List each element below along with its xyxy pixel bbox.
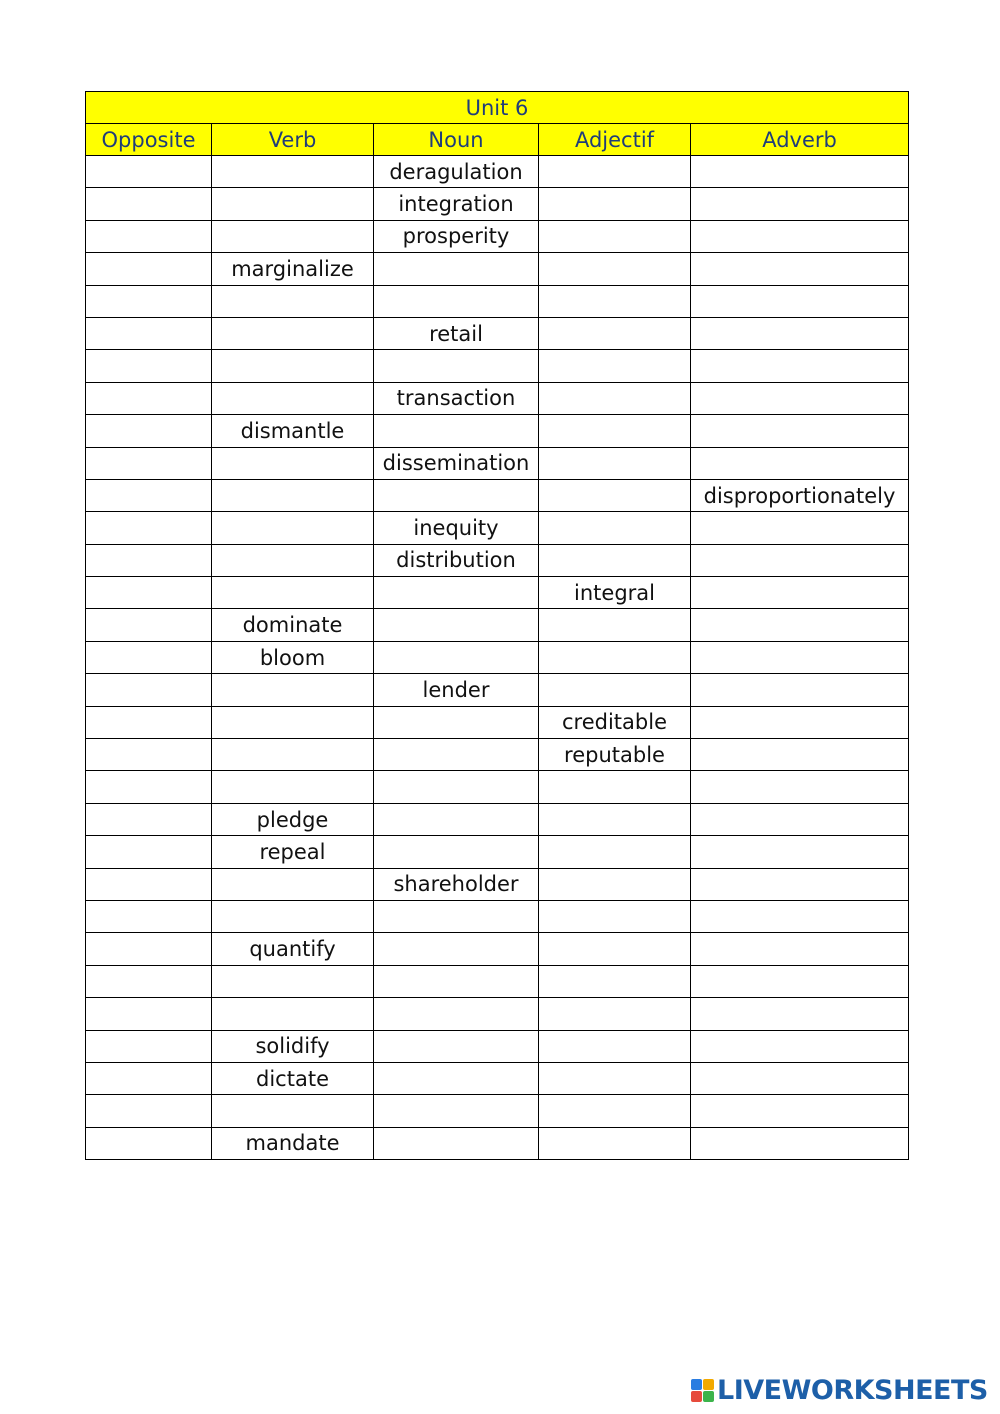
answer-cell-opposite[interactable]: [86, 382, 212, 414]
answer-cell-noun[interactable]: [374, 706, 539, 738]
answer-cell-adjectif[interactable]: [539, 350, 691, 382]
answer-cell-adjectif[interactable]: [539, 998, 691, 1030]
table-row: [86, 415, 909, 447]
given-word-noun: distribution: [374, 544, 539, 576]
given-word-verb: repeal: [212, 836, 374, 868]
table-row: [86, 609, 909, 641]
answer-cell-adverb[interactable]: [691, 803, 909, 835]
answer-cell-adverb[interactable]: [691, 900, 909, 932]
answer-cell-opposite[interactable]: [86, 674, 212, 706]
answer-cell-noun[interactable]: [374, 609, 539, 641]
answer-cell-adjectif[interactable]: [539, 512, 691, 544]
given-word-noun: lender: [374, 674, 539, 706]
answer-cell-opposite[interactable]: [86, 868, 212, 900]
answer-cell-verb[interactable]: [212, 706, 374, 738]
answer-cell-opposite[interactable]: [86, 544, 212, 576]
answer-cell-opposite[interactable]: [86, 156, 212, 188]
answer-cell-opposite[interactable]: [86, 739, 212, 771]
given-word-noun: inequity: [374, 512, 539, 544]
table-row: [86, 317, 909, 349]
answer-cell-verb[interactable]: [212, 156, 374, 188]
answer-cell-adjectif[interactable]: [539, 836, 691, 868]
answer-cell-noun[interactable]: [374, 900, 539, 932]
answer-cell-adverb[interactable]: [691, 577, 909, 609]
answer-cell-adverb[interactable]: [691, 706, 909, 738]
answer-cell-adjectif[interactable]: [539, 1095, 691, 1127]
table-row: [86, 220, 909, 252]
table-row: [86, 933, 909, 965]
answer-cell-adverb[interactable]: [691, 1030, 909, 1062]
answer-cell-noun[interactable]: [374, 479, 539, 511]
answer-cell-opposite[interactable]: [86, 415, 212, 447]
answer-cell-verb[interactable]: [212, 965, 374, 997]
given-word-verb: dismantle: [212, 415, 374, 447]
answer-cell-adverb[interactable]: [691, 933, 909, 965]
table-row: [86, 350, 909, 382]
table-row: [86, 1062, 909, 1094]
answer-cell-opposite[interactable]: [86, 220, 212, 252]
logo-square-2: [703, 1379, 714, 1390]
answer-cell-noun[interactable]: [374, 350, 539, 382]
given-word-adjectif: creditable: [539, 706, 691, 738]
answer-cell-verb[interactable]: [212, 317, 374, 349]
answer-cell-opposite[interactable]: [86, 188, 212, 220]
answer-cell-noun[interactable]: [374, 803, 539, 835]
logo-square-1: [691, 1379, 702, 1390]
answer-cell-verb[interactable]: [212, 1095, 374, 1127]
answer-cell-verb[interactable]: [212, 771, 374, 803]
column-header-adjectif: Adjectif: [539, 124, 691, 156]
answer-cell-adjectif[interactable]: [539, 188, 691, 220]
answer-cell-opposite[interactable]: [86, 965, 212, 997]
logo-wordmark: LIVEWORKSHEETS: [717, 1374, 988, 1406]
answer-cell-noun[interactable]: [374, 1127, 539, 1159]
given-word-noun: integration: [374, 188, 539, 220]
table-row: [86, 1095, 909, 1127]
answer-cell-verb[interactable]: [212, 577, 374, 609]
given-word-verb: pledge: [212, 803, 374, 835]
answer-cell-noun[interactable]: [374, 285, 539, 317]
answer-cell-adjectif[interactable]: [539, 674, 691, 706]
answer-cell-adjectif[interactable]: [539, 868, 691, 900]
answer-cell-adverb[interactable]: [691, 382, 909, 414]
answer-cell-adjectif[interactable]: [539, 382, 691, 414]
answer-cell-adjectif[interactable]: [539, 479, 691, 511]
given-word-noun: retail: [374, 317, 539, 349]
answer-cell-adverb[interactable]: [691, 544, 909, 576]
liveworksheets-logo-icon: [691, 1379, 714, 1402]
answer-cell-verb[interactable]: [212, 350, 374, 382]
answer-cell-adverb[interactable]: [691, 641, 909, 673]
answer-cell-adjectif[interactable]: [539, 641, 691, 673]
answer-cell-adverb[interactable]: [691, 317, 909, 349]
answer-cell-adjectif[interactable]: [539, 156, 691, 188]
answer-cell-opposite[interactable]: [86, 706, 212, 738]
answer-cell-opposite[interactable]: [86, 1127, 212, 1159]
answer-cell-adjectif[interactable]: [539, 285, 691, 317]
answer-cell-adjectif[interactable]: [539, 1030, 691, 1062]
answer-cell-adverb[interactable]: [691, 220, 909, 252]
answer-cell-verb[interactable]: [212, 512, 374, 544]
answer-cell-adverb[interactable]: [691, 447, 909, 479]
answer-cell-adjectif[interactable]: [539, 253, 691, 285]
table-row: [86, 253, 909, 285]
answer-cell-adjectif[interactable]: [539, 771, 691, 803]
answer-cell-opposite[interactable]: [86, 933, 212, 965]
given-word-adjectif: reputable: [539, 739, 691, 771]
table-row: [86, 803, 909, 835]
answer-cell-adverb[interactable]: [691, 415, 909, 447]
given-word-verb: marginalize: [212, 253, 374, 285]
answer-cell-opposite[interactable]: [86, 836, 212, 868]
column-header-adverb: Adverb: [691, 124, 909, 156]
table-row: [86, 285, 909, 317]
answer-cell-adverb[interactable]: [691, 674, 909, 706]
answer-cell-adjectif[interactable]: [539, 803, 691, 835]
answer-cell-noun[interactable]: [374, 1062, 539, 1094]
answer-cell-adjectif[interactable]: [539, 609, 691, 641]
answer-cell-adverb[interactable]: [691, 868, 909, 900]
answer-cell-opposite[interactable]: [86, 1095, 212, 1127]
column-header-verb: Verb: [212, 124, 374, 156]
answer-cell-opposite[interactable]: [86, 900, 212, 932]
answer-cell-opposite[interactable]: [86, 1062, 212, 1094]
table-row: [86, 868, 909, 900]
title-row: [86, 92, 909, 124]
answer-cell-verb[interactable]: [212, 674, 374, 706]
answer-cell-verb[interactable]: [212, 479, 374, 511]
answer-cell-adverb[interactable]: [691, 609, 909, 641]
answer-cell-verb[interactable]: [212, 868, 374, 900]
answer-cell-noun[interactable]: [374, 998, 539, 1030]
answer-cell-noun[interactable]: [374, 415, 539, 447]
answer-cell-verb[interactable]: [212, 544, 374, 576]
answer-cell-noun[interactable]: [374, 965, 539, 997]
table-row: [86, 1127, 909, 1159]
table-row: [86, 382, 909, 414]
table-body: [86, 156, 909, 1160]
answer-cell-adverb[interactable]: [691, 771, 909, 803]
given-word-verb: solidify: [212, 1030, 374, 1062]
given-word-verb: quantify: [212, 933, 374, 965]
given-word-noun: shareholder: [374, 868, 539, 900]
answer-cell-verb[interactable]: [212, 382, 374, 414]
answer-cell-noun[interactable]: [374, 253, 539, 285]
answer-cell-adjectif[interactable]: [539, 1062, 691, 1094]
liveworksheets-logo: [691, 1374, 988, 1406]
answer-cell-opposite[interactable]: [86, 1030, 212, 1062]
answer-cell-noun[interactable]: [374, 771, 539, 803]
table-row: [86, 706, 909, 738]
answer-cell-adjectif[interactable]: [539, 317, 691, 349]
answer-cell-adjectif[interactable]: [539, 220, 691, 252]
table-row: [86, 900, 909, 932]
table-row: [86, 998, 909, 1030]
answer-cell-opposite[interactable]: [86, 998, 212, 1030]
column-header-noun: Noun: [374, 124, 539, 156]
answer-cell-opposite[interactable]: [86, 317, 212, 349]
table-row: [86, 641, 909, 673]
answer-cell-adjectif[interactable]: [539, 415, 691, 447]
table-row: [86, 447, 909, 479]
table-row: [86, 771, 909, 803]
answer-cell-opposite[interactable]: [86, 577, 212, 609]
table-row: [86, 1030, 909, 1062]
given-word-verb: mandate: [212, 1127, 374, 1159]
answer-cell-opposite[interactable]: [86, 479, 212, 511]
answer-cell-noun[interactable]: [374, 1095, 539, 1127]
answer-cell-verb[interactable]: [212, 739, 374, 771]
answer-cell-adjectif[interactable]: [539, 900, 691, 932]
given-word-noun: deragulation: [374, 156, 539, 188]
answer-cell-verb[interactable]: [212, 998, 374, 1030]
column-header-opposite: Opposite: [86, 124, 212, 156]
answer-cell-opposite[interactable]: [86, 253, 212, 285]
answer-cell-opposite[interactable]: [86, 285, 212, 317]
answer-cell-verb[interactable]: [212, 220, 374, 252]
answer-cell-opposite[interactable]: [86, 641, 212, 673]
answer-cell-adverb[interactable]: [691, 285, 909, 317]
answer-cell-noun[interactable]: [374, 1030, 539, 1062]
answer-cell-adverb[interactable]: [691, 512, 909, 544]
answer-cell-adverb[interactable]: [691, 188, 909, 220]
answer-cell-verb[interactable]: [212, 447, 374, 479]
given-word-noun: dissemination: [374, 447, 539, 479]
table-row: [86, 479, 909, 511]
table-row: [86, 739, 909, 771]
header-row: [86, 124, 909, 156]
answer-cell-verb[interactable]: [212, 900, 374, 932]
answer-cell-adverb[interactable]: [691, 836, 909, 868]
table-row: [86, 188, 909, 220]
answer-cell-adjectif[interactable]: [539, 933, 691, 965]
answer-cell-noun[interactable]: [374, 577, 539, 609]
table-row: [86, 674, 909, 706]
answer-cell-opposite[interactable]: [86, 609, 212, 641]
answer-cell-noun[interactable]: [374, 933, 539, 965]
answer-cell-adjectif[interactable]: [539, 965, 691, 997]
table-row: [86, 544, 909, 576]
answer-cell-adverb[interactable]: [691, 1062, 909, 1094]
answer-cell-opposite[interactable]: [86, 350, 212, 382]
table-row: [86, 577, 909, 609]
answer-cell-adverb[interactable]: [691, 1095, 909, 1127]
answer-cell-noun[interactable]: [374, 836, 539, 868]
answer-cell-verb[interactable]: [212, 285, 374, 317]
table-row: [86, 836, 909, 868]
answer-cell-adjectif[interactable]: [539, 544, 691, 576]
answer-cell-opposite[interactable]: [86, 771, 212, 803]
given-word-verb: dictate: [212, 1062, 374, 1094]
answer-cell-adverb[interactable]: [691, 998, 909, 1030]
logo-square-3: [691, 1391, 702, 1402]
answer-cell-noun[interactable]: [374, 641, 539, 673]
given-word-noun: prosperity: [374, 220, 539, 252]
answer-cell-adjectif[interactable]: [539, 1127, 691, 1159]
table-row: [86, 156, 909, 188]
given-word-verb: bloom: [212, 641, 374, 673]
answer-cell-verb[interactable]: [212, 188, 374, 220]
answer-cell-adverb[interactable]: [691, 1127, 909, 1159]
answer-cell-opposite[interactable]: [86, 512, 212, 544]
answer-cell-opposite[interactable]: [86, 447, 212, 479]
table-row: [86, 965, 909, 997]
given-word-noun: transaction: [374, 382, 539, 414]
given-word-adverb: disproportionately: [691, 479, 909, 511]
answer-cell-adverb[interactable]: [691, 350, 909, 382]
answer-cell-opposite[interactable]: [86, 803, 212, 835]
worksheet-title: Unit 6: [86, 92, 909, 124]
logo-square-4: [703, 1391, 714, 1402]
given-word-adjectif: integral: [539, 577, 691, 609]
given-word-verb: dominate: [212, 609, 374, 641]
answer-cell-adjectif[interactable]: [539, 447, 691, 479]
answer-cell-adverb[interactable]: [691, 156, 909, 188]
table-row: [86, 512, 909, 544]
answer-cell-noun[interactable]: [374, 739, 539, 771]
answer-cell-adverb[interactable]: [691, 965, 909, 997]
answer-cell-adverb[interactable]: [691, 253, 909, 285]
worksheet-table: [85, 91, 909, 1160]
answer-cell-adverb[interactable]: [691, 739, 909, 771]
